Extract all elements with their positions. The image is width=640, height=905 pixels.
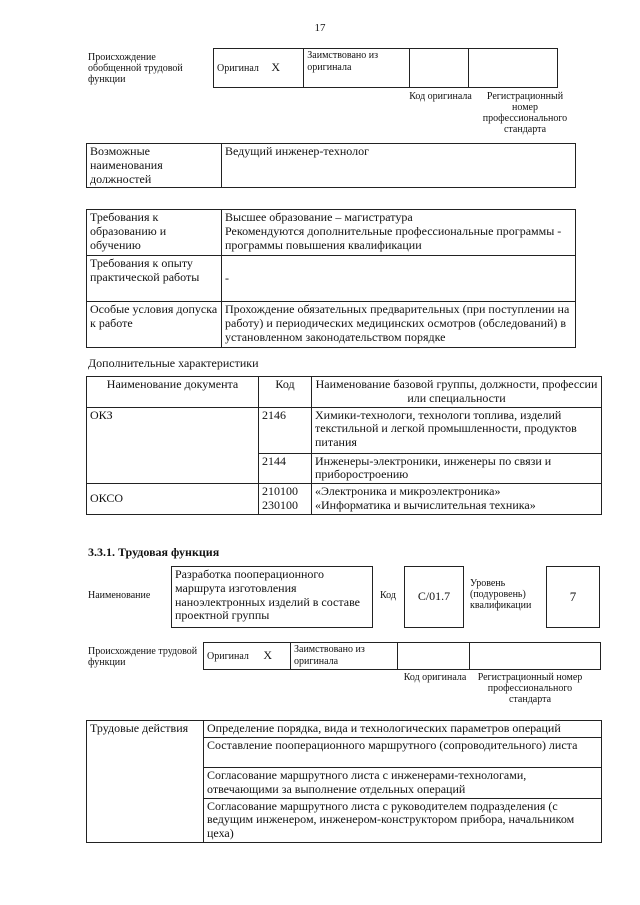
actions-label: Трудовые действия: [87, 721, 204, 843]
okso-names: «Электроника и микроэлектроника» «Информатика и вычислительная техника»: [312, 484, 602, 515]
extra-table: [86, 376, 602, 515]
okz-label: ОКЗ: [87, 407, 259, 484]
actions-table: [86, 720, 602, 843]
function-level-value: 7: [547, 567, 600, 628]
okso-codes: 210100 230100: [259, 484, 312, 515]
okz-name-1: Химики-технологи, технологи топлива, изделий текстильной и легкой промышленности, продуктов питания: [312, 407, 602, 453]
extra-title: Дополнительные характеристики: [88, 356, 259, 370]
origin-label: Происхождение обобщенной трудовой функции: [88, 52, 183, 85]
origin2-original-cell: [204, 643, 291, 670]
extra-header-name: Наименование базовой группы, должности, профессии или специальности: [312, 377, 602, 408]
original-label: Оригинал: [217, 63, 259, 75]
function-code-box: [404, 566, 464, 628]
okso-label: ОКСО: [87, 484, 259, 515]
extra-header-code: Код: [259, 377, 312, 408]
action-item: Определение порядка, вида и технологических параметров операций: [204, 721, 602, 738]
code-original2-cell: [398, 643, 470, 670]
reg-number2-caption: Регистрационный номер профессионального стандарта: [477, 672, 583, 705]
req-conditions-label: Особые условия допуска к работе: [87, 302, 222, 348]
page-number: 17: [314, 22, 326, 34]
req-education-value: Высшее образование – магистратура Рекомендуются дополнительные профессиональные программы - программы повышения квалификации: [222, 210, 576, 256]
original2-label: Оригинал: [207, 651, 249, 663]
okz-name-2: Инженеры-электроники, инженеры по связи и приборостроению: [312, 453, 602, 484]
action-item: Согласование маршрутного листа с инженерами-технологами, отвечающими за выполнение отдельных операций: [204, 768, 602, 799]
okz-code-1: 2146: [259, 407, 312, 453]
original-mark: X: [271, 60, 281, 75]
positions-label: Возможные наименования должностей: [87, 144, 222, 188]
code-original2-caption: Код оригинала: [403, 672, 467, 683]
borrowed-label: Заимствовано из оригинала: [304, 49, 409, 88]
req-experience-label: Требования к опыту практической работы: [87, 256, 222, 302]
req-conditions-value: Прохождение обязательных предварительных (при поступлении на работу) и периодических медицинских осмотров (обследований) в установленном законодательством порядке: [222, 302, 576, 348]
borrowed2-label: Заимствовано из оригинала: [291, 643, 398, 670]
positions-value: Ведущий инженер-технолог: [222, 144, 576, 188]
req-experience-value: -: [222, 256, 576, 302]
okz-code-2: 2144: [259, 453, 312, 484]
reg-number2-cell: [470, 643, 601, 670]
function-name-label: Наименование: [88, 590, 151, 601]
origin2-label: Происхождение трудовой функции: [88, 646, 198, 668]
code-original-cell: [409, 49, 469, 88]
function-code-value: C/01.7: [405, 567, 464, 628]
requirements-table: [86, 209, 576, 348]
origin-table: [213, 48, 558, 88]
origin2-table: [203, 642, 601, 670]
function-level-label: Уровень (подуровень) квалификации: [470, 578, 532, 611]
function-code-label: Код: [380, 590, 396, 601]
action-item: Согласование маршрутного листа с руководителем подразделения (с ведущим инженером, инженером-конструктором прибора, начальником цеха): [204, 798, 602, 842]
section-title: 3.3.1. Трудовая функция: [88, 545, 220, 559]
original2-mark: X: [263, 648, 273, 663]
function-name-value: Разработка пооперационного маршрута изготовления наноэлектронных изделий в составе проектной группы: [172, 567, 373, 628]
function-level-box: [546, 566, 600, 628]
reg-number-caption: Регистрационный номер профессионального стандарта: [482, 91, 568, 135]
positions-table: [86, 143, 576, 188]
action-item: Составление пооперационного маршрутного (сопроводительного) листа: [204, 738, 602, 768]
origin-original-cell: [214, 49, 304, 88]
req-education-label: Требования к образованию и обучению: [87, 210, 222, 256]
code-original-caption: Код оригинала: [409, 91, 472, 102]
function-name-box: [171, 566, 373, 628]
extra-header-doc: Наименование документа: [87, 377, 259, 408]
reg-number-cell: [469, 49, 558, 88]
